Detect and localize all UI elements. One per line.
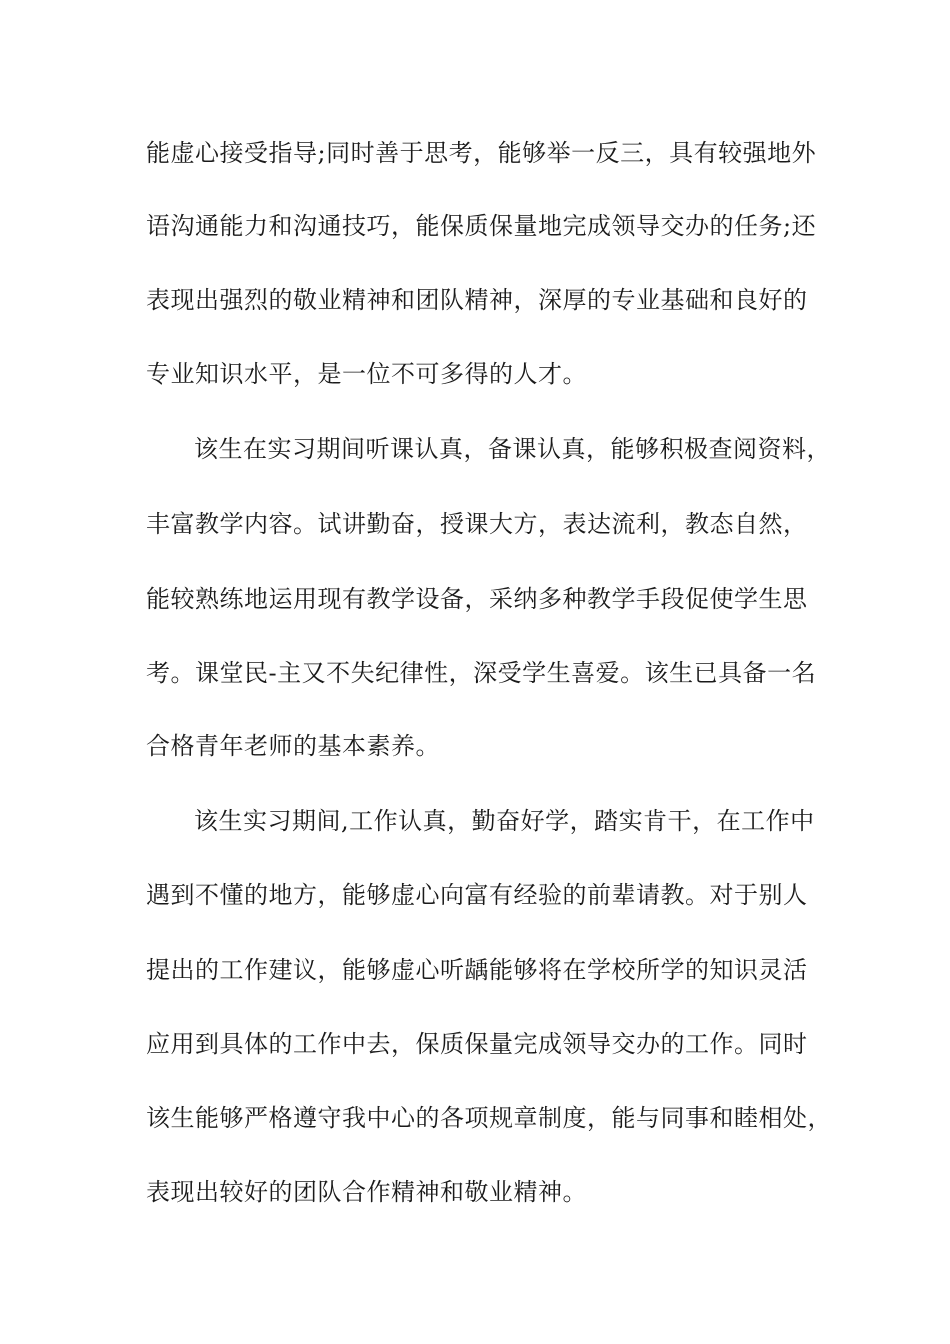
text-line: 表现出强烈的敬业精神和团队精神，深厚的专业基础和良好的 xyxy=(146,286,808,314)
paragraph-first-line: 该生实习期间,工作认真，勤奋好学，踏实肯干，在工作中 xyxy=(194,807,815,835)
text-line: 合格青年老师的基本素养。 xyxy=(146,732,440,760)
text-line: 遇到不懂的地方，能够虚心向富有经验的前辈请教。对于别人 xyxy=(146,881,808,909)
text-line: 应用到具体的工作中去，保质保量完成领导交办的工作。同时 xyxy=(146,1030,808,1058)
text-line: 丰富教学内容。试讲勤奋，授课大方，表达流利，教态自然， xyxy=(146,510,808,538)
text-line: 能较熟练地运用现有教学设备，采纳多种教学手段促使学生思 xyxy=(146,585,808,613)
text-line: 能虚心接受指导;同时善于思考，能够举一反三，具有较强地外 xyxy=(146,139,817,167)
text-line: 提出的工作建议，能够虚心听龋能够将在学校所学的知识灵活 xyxy=(146,956,808,984)
text-line: 考。课堂民-主又不失纪律性，深受学生喜爱。该生已具备一名 xyxy=(146,659,817,687)
text-line: 表现出较好的团队合作精神和敬业精神。 xyxy=(146,1178,587,1206)
text-line: 专业知识水平，是一位不可多得的人才。 xyxy=(146,360,587,388)
paragraph-first-line: 该生在实习期间听课认真，备课认真，能够积极查阅资料， xyxy=(194,435,831,463)
text-line: 语沟通能力和沟通技巧，能保质保量地完成领导交办的任务;还 xyxy=(146,212,817,240)
text-line: 该生能够严格遵守我中心的各项规章制度，能与同事和睦相处， xyxy=(146,1104,832,1132)
